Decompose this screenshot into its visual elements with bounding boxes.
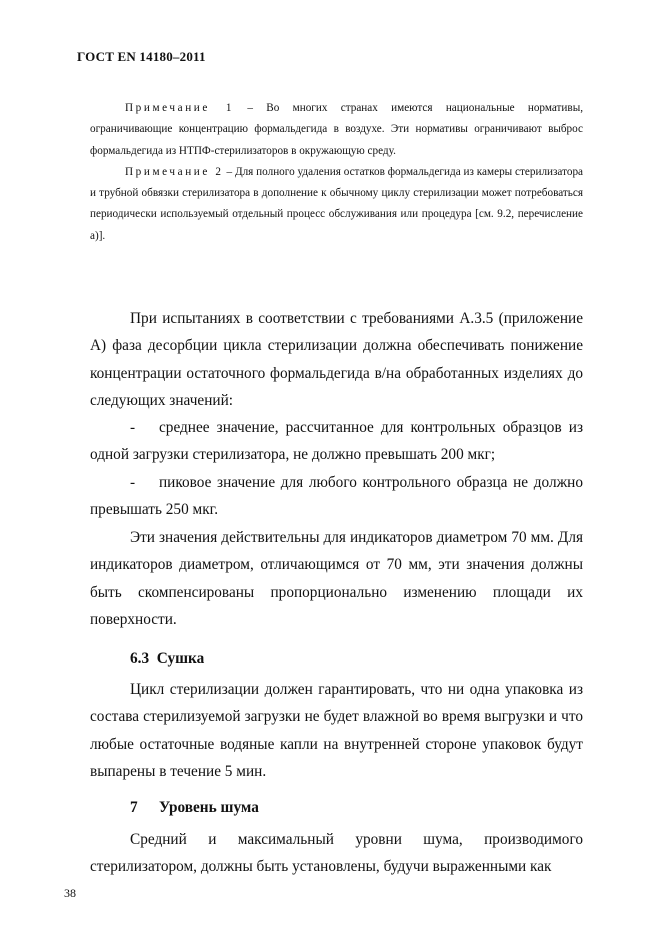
section-title: Сушка [156, 650, 205, 667]
note-1-text: – Во многих странах имеются национальные нормативы, ограничивающие концентрацию формальдегида в воздухе. Эти нормативы ограничивают выброс формальдегида из НТПФ-стерилизаторов в окружающую среду. [90, 102, 584, 157]
note-2-text: – Для полного удаления остатков формальдегида из камеры стерилизатора и трубной обвязки стерилизатора в дополнение к обычному циклу стерилизации может потребоваться периодически используемый отдельный процесс обслуживания или процедура [см. 9.2, перечисление а)]. [90, 165, 584, 242]
list-item-marker: - [130, 474, 136, 491]
note-1 [90, 98, 583, 162]
list-item-text: пиковое значение для любого контрольного образца не должно превышать 250 мкг. [90, 474, 583, 519]
section-number: 7 [130, 799, 138, 816]
section-heading-noise [130, 799, 259, 817]
list-item-text: среднее значение, рассчитанное для контрольных образцов из одной загрузки стерилизатора, не должно превышать 200 мкг; [90, 419, 583, 464]
section-title: Уровень шума [159, 799, 259, 816]
intro-paragraph: При испытаниях в соответствии с требованиями А.3.5 (приложение А) фаза десорбции цикла стерилизации должна обеспечивать понижение концентрации остаточного формальдегида в/на обработанных изделиях до следующих значений: [90, 310, 583, 410]
section-number: 6.3 [130, 650, 150, 667]
list-item [90, 414, 583, 469]
note-2 [90, 162, 583, 247]
page-number: 38 [64, 886, 76, 900]
document-header: ГОСТ EN 14180–2011 [77, 49, 206, 64]
section-heading-drying [130, 650, 204, 668]
note-2-label: Примечание 2 [125, 165, 224, 178]
note-1-label: Примечание 1 [125, 102, 235, 114]
list-item [90, 469, 583, 524]
notes-block [90, 98, 583, 247]
drying-paragraph: Цикл стерилизации должен гарантировать, что ни одна упаковка из состава стерилизуемой загрузки не будет влажной во время выгрузки и что любые остаточные водяные капли на внутренней стороне упаковок будут выпарены в течение 5 мин. [90, 681, 583, 781]
indicators-paragraph: Эти значения действительны для индикаторов диаметром 70 мм. Для индикаторов диаметром, отличающимся от 70 мм, эти значения должны быть скомпенсированы пропорционально изменению площади их поверхности. [90, 529, 583, 629]
noise-paragraph: Средний и максимальный уровни шума, производимого стерилизатором, должны быть установлены, будучи выраженными как [90, 831, 583, 876]
list-item-marker: - [130, 419, 136, 436]
